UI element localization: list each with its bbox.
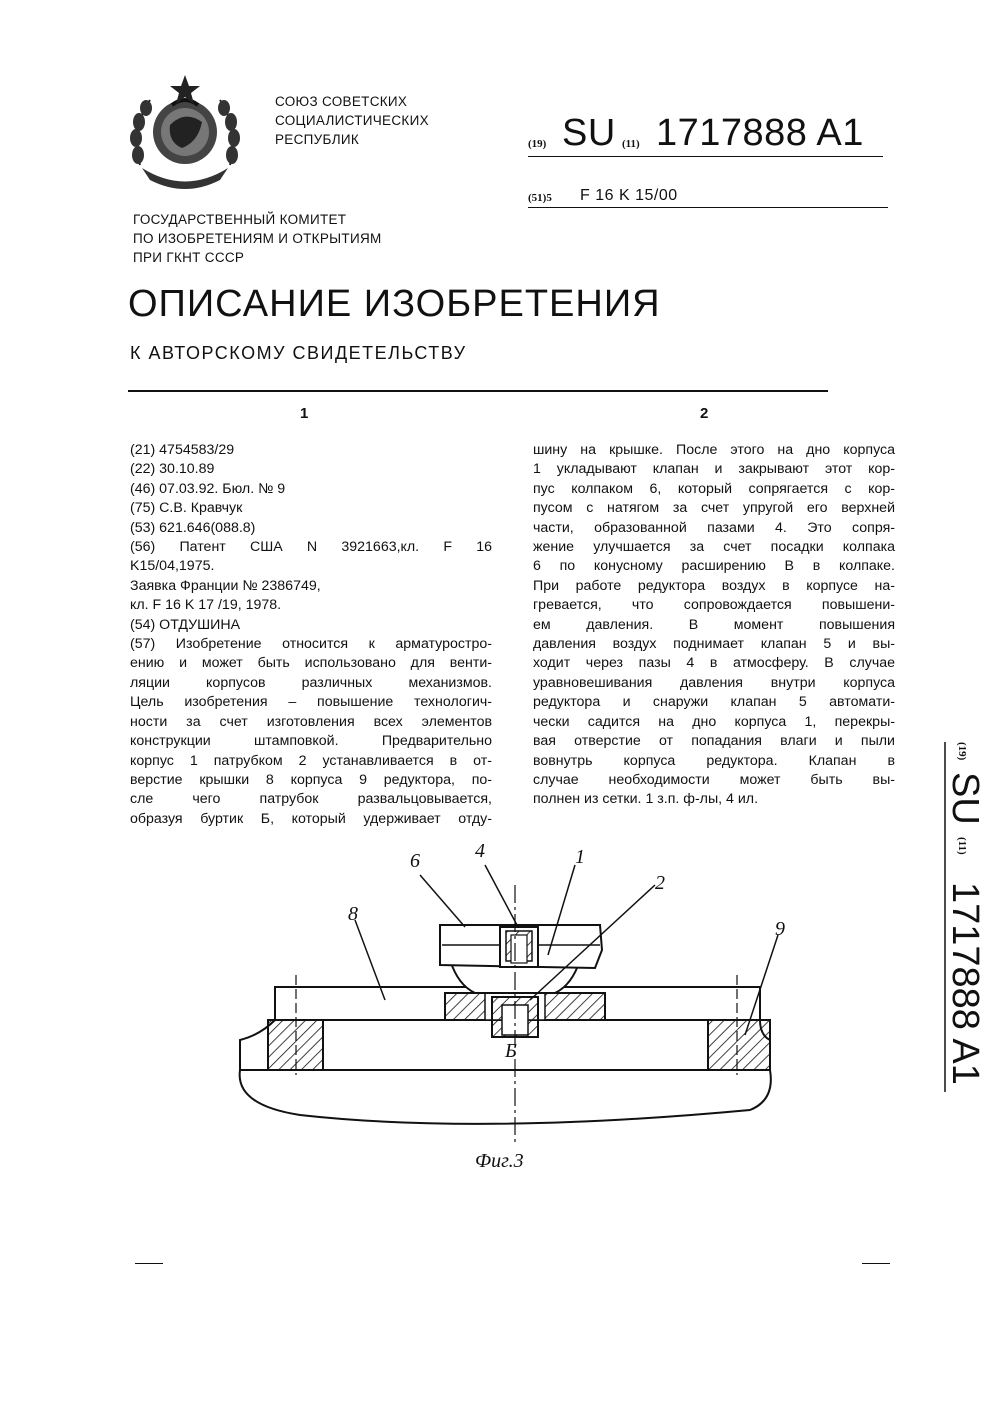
biblio-line: (54) ОТДУШИНА xyxy=(130,616,241,633)
label-6: 6 xyxy=(410,850,420,872)
biblio-line: (56) Патент США N 3921663,кл. F 16 xyxy=(130,539,492,556)
abstract-line: уравновешивания давления внутри корпуса xyxy=(533,674,895,691)
biblio-line: (21) 4754583/29 xyxy=(130,442,235,458)
side-patent-number: 1717888 A1 xyxy=(944,882,986,1085)
page-mark-right xyxy=(862,1263,890,1264)
abstract-line: сле чего патрубок развальцовывается, xyxy=(130,791,492,808)
abstract-line: При работе редуктора воздух в корпусе на- xyxy=(533,577,895,594)
side-publication-number xyxy=(915,740,986,1100)
abstract-line: давления воздух поднимает клапан 5 и вы- xyxy=(533,636,895,653)
flange-right xyxy=(708,1020,770,1070)
biblio-line: (75) С.В. Кравчук xyxy=(130,500,243,517)
side-code-11: (11) xyxy=(956,837,968,855)
page-mark-left xyxy=(135,1263,163,1264)
publication-number xyxy=(528,112,883,157)
committee-name xyxy=(133,210,382,267)
abstract-line: Цель изобретения – повышение технологич- xyxy=(130,694,492,711)
abstract-line: пусом с натягом за счет упругой его верхней xyxy=(533,500,895,517)
org-line: СОЮЗ СОВЕТСКИХ xyxy=(275,94,408,109)
patent-number: 1717888 A1 xyxy=(656,112,864,154)
abstract-line: шину на крышке. После этого на дно корпуса xyxy=(533,442,895,458)
abstract-line: редуктора и снаружи клапан 5 автомати- xyxy=(533,694,895,711)
code-51: (51)5 xyxy=(528,192,552,204)
abstract-line: 1 укладывают клапан и закрывают этот кор- xyxy=(533,461,895,478)
abstract-line: вовнутрь корпуса редуктора. Клапан в xyxy=(533,752,895,769)
committee-line: ПО ИЗОБРЕТЕНИЯМ И ОТКРЫТИЯМ xyxy=(133,231,382,246)
organization-name xyxy=(275,92,429,149)
abstract-line: образуя буртик Б, который удерживает отду- xyxy=(130,810,492,827)
document-subtitle: К АВТОРСКОМУ СВИДЕТЕЛЬСТВУ xyxy=(130,343,467,363)
biblio-line: (22) 30.10.89 xyxy=(130,461,215,478)
biblio-line: (46) 07.03.92. Бюл. № 9 xyxy=(130,480,286,497)
label-4: 4 xyxy=(475,840,485,862)
abstract-line: полнен из сетки. 1 з.п. ф-лы, 4 ил. xyxy=(533,791,759,808)
abstract-line: конструкции штамповкой. Предварительно xyxy=(130,733,492,750)
abstract-line: чески садится на дно корпуса 1, перекры- xyxy=(533,713,895,730)
document-title: ОПИСАНИЕ ИЗОБРЕТЕНИЯ xyxy=(128,283,661,325)
column-1 xyxy=(130,441,492,829)
abstract-line: ению и может быть использовано для венти- xyxy=(130,655,492,672)
side-code-19: (19) xyxy=(956,742,968,761)
column-2 xyxy=(533,441,895,810)
biblio-line: (53) 621.646(088.8) xyxy=(130,519,256,536)
biblio-line: Заявка Франции № 2386749, xyxy=(130,577,321,594)
abstract-line: гревается, что сопровождается повышени- xyxy=(533,597,895,614)
org-line: СОЦИАЛИСТИЧЕСКИХ xyxy=(275,113,429,128)
ipc-value: F 16 K 15/00 xyxy=(580,187,678,204)
state-emblem-icon xyxy=(120,70,250,200)
biblio-line: K15/04,1975. xyxy=(130,558,215,575)
abstract-line: пус колпаком 6, который сопрягается с кор- xyxy=(533,480,895,497)
org-line: РЕСПУБЛИК xyxy=(275,132,360,147)
abstract-line: ходит через пазы 4 в атмосферу. В случае xyxy=(533,655,895,672)
label-8: 8 xyxy=(348,903,358,925)
code-11: (11) xyxy=(622,138,640,150)
abstract-line: ем давления. В момент повышения xyxy=(533,616,895,633)
abstract-line: ности за счет изготовления всех элементов xyxy=(130,713,492,730)
abstract-line: жение улучшается за счет посадки колпака xyxy=(533,539,895,556)
label-2: 2 xyxy=(655,872,665,894)
country-code: SU xyxy=(562,112,616,154)
figure-caption: Фиг.3 xyxy=(475,1150,524,1172)
code-19: (19) xyxy=(528,138,547,150)
abstract-line: части, образованной пазами 4. Это сопря- xyxy=(533,519,895,536)
label-1: 1 xyxy=(575,846,585,868)
label-b: Б xyxy=(505,1040,517,1062)
column-number-1: 1 xyxy=(300,405,309,422)
label-9: 9 xyxy=(775,918,785,940)
biblio-line: кл. F 16 K 17 /19, 1978. xyxy=(130,597,282,614)
title-rule xyxy=(128,390,828,392)
abstract-line: (57) Изобретение относится к арматуростро- xyxy=(130,636,492,653)
figure-3-drawing xyxy=(230,835,790,1155)
abstract-line: случае необходимости может быть вы- xyxy=(533,771,895,788)
abstract-line: корпус 1 патрубком 2 устанавливается в от- xyxy=(130,752,492,769)
abstract-line: 6 по конусному расширению В в колпаке. xyxy=(533,558,895,575)
committee-line: ГОСУДАРСТВЕННЫЙ КОМИТЕТ xyxy=(133,212,347,227)
column-number-2: 2 xyxy=(700,405,709,422)
ipc-classification xyxy=(528,185,888,208)
committee-line: ПРИ ГКНТ СССР xyxy=(133,250,245,265)
side-country-code: SU xyxy=(944,772,986,825)
abstract-line: вая отверстие от попадания влаги и пыли xyxy=(533,733,895,750)
abstract-line: ляции корпусов различных механизмов. xyxy=(130,674,492,691)
abstract-line: верстие крышки 8 корпуса 9 редуктора, по- xyxy=(130,771,492,788)
